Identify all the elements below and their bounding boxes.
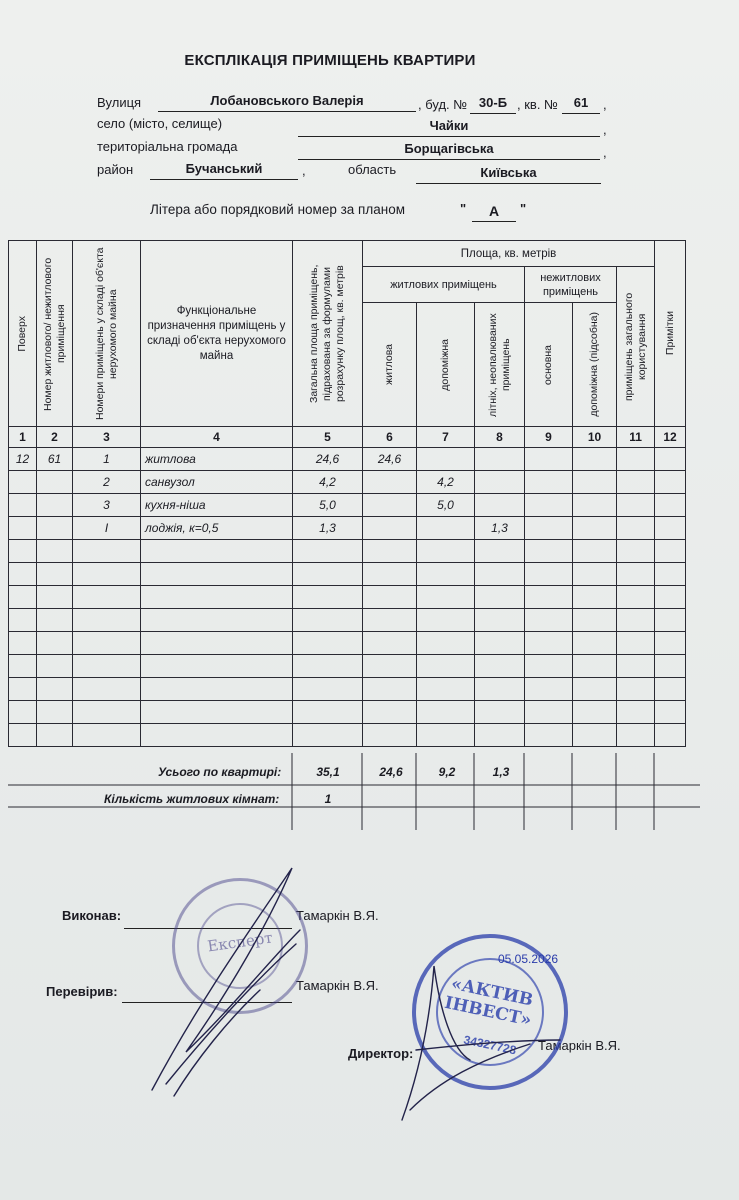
header-floor: Поверх	[9, 241, 37, 427]
rooms-count-label: Кількість житлових кімнат:	[104, 792, 280, 806]
total-living-value: 24,6	[379, 765, 403, 779]
checked-name: Тамаркін В.Я.	[296, 978, 379, 993]
column-number: 4	[141, 427, 293, 448]
purpose-cell: лоджія, к=0,5	[141, 517, 293, 540]
village-value: Чайки	[429, 118, 469, 133]
column-number: 9	[525, 427, 573, 448]
performed-label: Виконав:	[62, 908, 122, 923]
total-area-cell: 4,2	[293, 471, 363, 494]
community-comma: ,	[603, 145, 607, 160]
column-number: 11	[617, 427, 655, 448]
litera-value: А	[488, 203, 500, 219]
header-purpose: Функціональне призначення приміщень у складі об'єкта нерухомого майна	[141, 241, 293, 427]
total-area-cell: 24,6	[293, 448, 363, 471]
director-name: Тамаркін В.Я.	[538, 1038, 621, 1053]
company-stamp-code: 34327728	[462, 1032, 518, 1058]
community-value: Борщагівська	[404, 141, 494, 156]
apt-cell: 61	[37, 448, 73, 471]
total-aux-value: 9,2	[438, 765, 456, 779]
header-common: приміщень загального користування	[617, 267, 655, 427]
total-area-value: 35,1	[316, 765, 340, 779]
street-label: Вулиця	[97, 95, 142, 110]
village-label: село (місто, селище)	[97, 116, 223, 131]
column-number: 2	[37, 427, 73, 448]
building-value: 30-Б	[478, 95, 508, 110]
litera-label: Літера або порядковий номер за планом	[150, 202, 405, 217]
document-title: ЕКСПЛІКАЦІЯ ПРИМІЩЕНЬ КВАРТИРИ	[184, 52, 476, 69]
region-label: область	[348, 162, 397, 177]
header-auxiliary: допоміжна	[417, 303, 475, 427]
apt-comma: ,	[603, 97, 607, 112]
room-cell: I	[73, 517, 141, 540]
header-main: основна	[525, 303, 573, 427]
column-number: 5	[293, 427, 363, 448]
building-label: , буд. №	[418, 97, 468, 112]
apt-value: 61	[573, 95, 589, 110]
street-value: Лобановського Валерія	[210, 93, 364, 108]
column-number: 8	[475, 427, 525, 448]
column-number: 7	[417, 427, 475, 448]
column-number: 10	[573, 427, 617, 448]
column-number: 3	[73, 427, 141, 448]
rooms-count-value: 1	[324, 792, 332, 806]
stamp-date: 05.05.2026	[498, 952, 559, 966]
header-total-area: Загальна площа приміщень, підрахована за формулами розрахунку площ, кв. метрів	[293, 241, 363, 427]
community-label: територіальна громада	[97, 139, 238, 154]
purpose-cell: санвузол	[141, 471, 293, 494]
aux-area-cell: 4,2	[417, 471, 475, 494]
header-living: житлова	[363, 303, 417, 427]
header-apt-no: Номер житлового/ нежитлового приміщення	[37, 241, 73, 427]
column-number: 6	[363, 427, 417, 448]
column-number: 12	[655, 427, 686, 448]
litera-quote-close: "	[520, 201, 527, 216]
living-area-cell: 24,6	[363, 448, 417, 471]
header-notes: Примітки	[655, 241, 686, 427]
performed-name: Тамаркін В.Я.	[296, 908, 379, 923]
total-area-cell: 5,0	[293, 494, 363, 517]
total-summer-value: 1,3	[492, 765, 510, 779]
header-summer: літніх, неопалюваних приміщень	[475, 303, 525, 427]
region-value: Київська	[480, 165, 537, 180]
litera-quote-open: "	[460, 201, 467, 216]
director-label: Директор:	[348, 1046, 414, 1061]
header-living-group: житлових приміщень	[363, 267, 525, 303]
district-label: район	[97, 162, 134, 177]
room-cell: 3	[73, 494, 141, 517]
room-cell: 2	[73, 471, 141, 494]
checked-label: Перевірив:	[46, 984, 118, 999]
purpose-cell: кухня-ніша	[141, 494, 293, 517]
village-comma: ,	[603, 122, 607, 137]
summer-area-cell: 1,3	[475, 517, 525, 540]
apt-label: , кв. №	[517, 97, 558, 112]
header-area-group: Площа, кв. метрів	[363, 241, 655, 267]
expert-stamp-text: Експерт	[206, 928, 274, 956]
total-area-cell: 1,3	[293, 517, 363, 540]
header-room-no: Номери приміщень у складі об'єкта нерухомого майна	[73, 241, 141, 427]
floor-cell: 12	[9, 448, 37, 471]
company-stamp-text: «АКТИВ ІНВЕСТ»	[442, 973, 535, 1031]
header-nonliving-group: нежитлових приміщень	[525, 267, 617, 303]
district-comma: ,	[302, 163, 306, 178]
purpose-cell: житлова	[141, 448, 293, 471]
column-number: 1	[9, 427, 37, 448]
district-value: Бучанський	[185, 161, 263, 176]
header-aux-sub: допоміжна (підсобна)	[573, 303, 617, 427]
aux-area-cell: 5,0	[417, 494, 475, 517]
room-cell: 1	[73, 448, 141, 471]
total-label: Усього по квартирі:	[158, 765, 282, 779]
